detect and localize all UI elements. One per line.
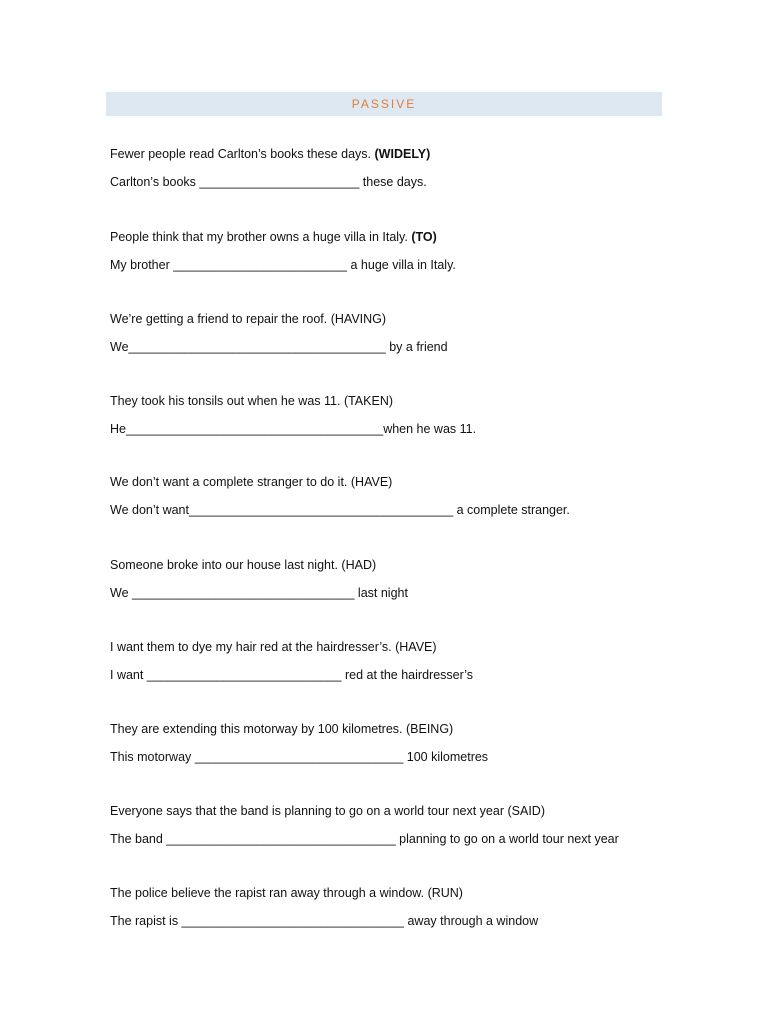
prompt-text: They are extending this motorway by 100 kilometres. xyxy=(110,722,403,736)
exercise-prompt xyxy=(110,146,670,162)
keyword: (HAVING) xyxy=(330,312,387,326)
exercise-prompt xyxy=(110,721,670,737)
title-bar xyxy=(106,92,662,116)
prompt-text: People think that my brother owns a huge villa in Italy. xyxy=(110,230,408,244)
exercise-prompt xyxy=(110,557,670,573)
answer-line: The rapist is ________________________________ away through a window xyxy=(110,914,539,928)
answer-line: He_____________________________________when he was 11. xyxy=(110,422,477,436)
prompt-text: We don’t want a complete stranger to do it. xyxy=(110,475,348,489)
exercise-10 xyxy=(110,885,670,929)
prompt-text: Someone broke into our house last night. xyxy=(110,558,338,572)
exercise-3 xyxy=(110,311,670,355)
answer-line: We_____________________________________ by a friend xyxy=(110,340,448,354)
answer-line: My brother _________________________ a huge villa in Italy. xyxy=(110,258,456,272)
exercise-prompt xyxy=(110,803,670,819)
prompt-text: We’re getting a friend to repair the roof. xyxy=(110,312,328,326)
keyword: (BEING) xyxy=(405,722,454,736)
keyword: (HAVE) xyxy=(350,475,393,489)
exercise-5 xyxy=(110,474,670,518)
exercise-prompt xyxy=(110,311,670,327)
prompt-text: They took his tonsils out when he was 11. xyxy=(110,394,341,408)
keyword: (WIDELY) xyxy=(374,147,431,161)
keyword: (TO) xyxy=(411,230,437,244)
exercise-2 xyxy=(110,229,670,273)
exercise-prompt xyxy=(110,393,670,409)
answer-line: This motorway ______________________________ 100 kilometres xyxy=(110,750,489,764)
keyword: (HAVE) xyxy=(395,640,437,654)
exercise-prompt xyxy=(110,639,670,655)
page-title: PASSIVE xyxy=(351,97,417,111)
keyword: (RUN) xyxy=(427,886,463,900)
prompt-text: The police believe the rapist ran away through a window. xyxy=(110,886,425,900)
prompt-text: Everyone says that the band is planning to go on a world tour next year xyxy=(110,804,504,818)
exercise-prompt xyxy=(110,229,670,245)
exercise-6 xyxy=(110,557,670,601)
exercise-4 xyxy=(110,393,670,437)
exercise-1 xyxy=(110,146,670,190)
exercise-prompt xyxy=(110,885,670,901)
keyword: (SAID) xyxy=(507,804,545,818)
answer-line: We ________________________________ last night xyxy=(110,586,408,600)
prompt-text: I want them to dye my hair red at the hairdresser’s. xyxy=(110,640,392,654)
prompt-text: Fewer people read Carlton’s books these days. xyxy=(110,147,372,161)
exercise-prompt xyxy=(110,474,670,490)
exercise-9 xyxy=(110,803,670,847)
exercise-8 xyxy=(110,721,670,765)
keyword: (TAKEN) xyxy=(343,394,394,408)
answer-line: The band _________________________________ planning to go on a world tour next year xyxy=(110,832,619,846)
exercise-7 xyxy=(110,639,670,683)
answer-line: We don’t want______________________________________ a complete stranger. xyxy=(110,503,570,517)
answer-line: I want ____________________________ red at the hairdresser’s xyxy=(110,668,474,682)
keyword: (HAD) xyxy=(341,558,377,572)
answer-line: Carlton’s books _______________________ these days. xyxy=(110,175,427,189)
